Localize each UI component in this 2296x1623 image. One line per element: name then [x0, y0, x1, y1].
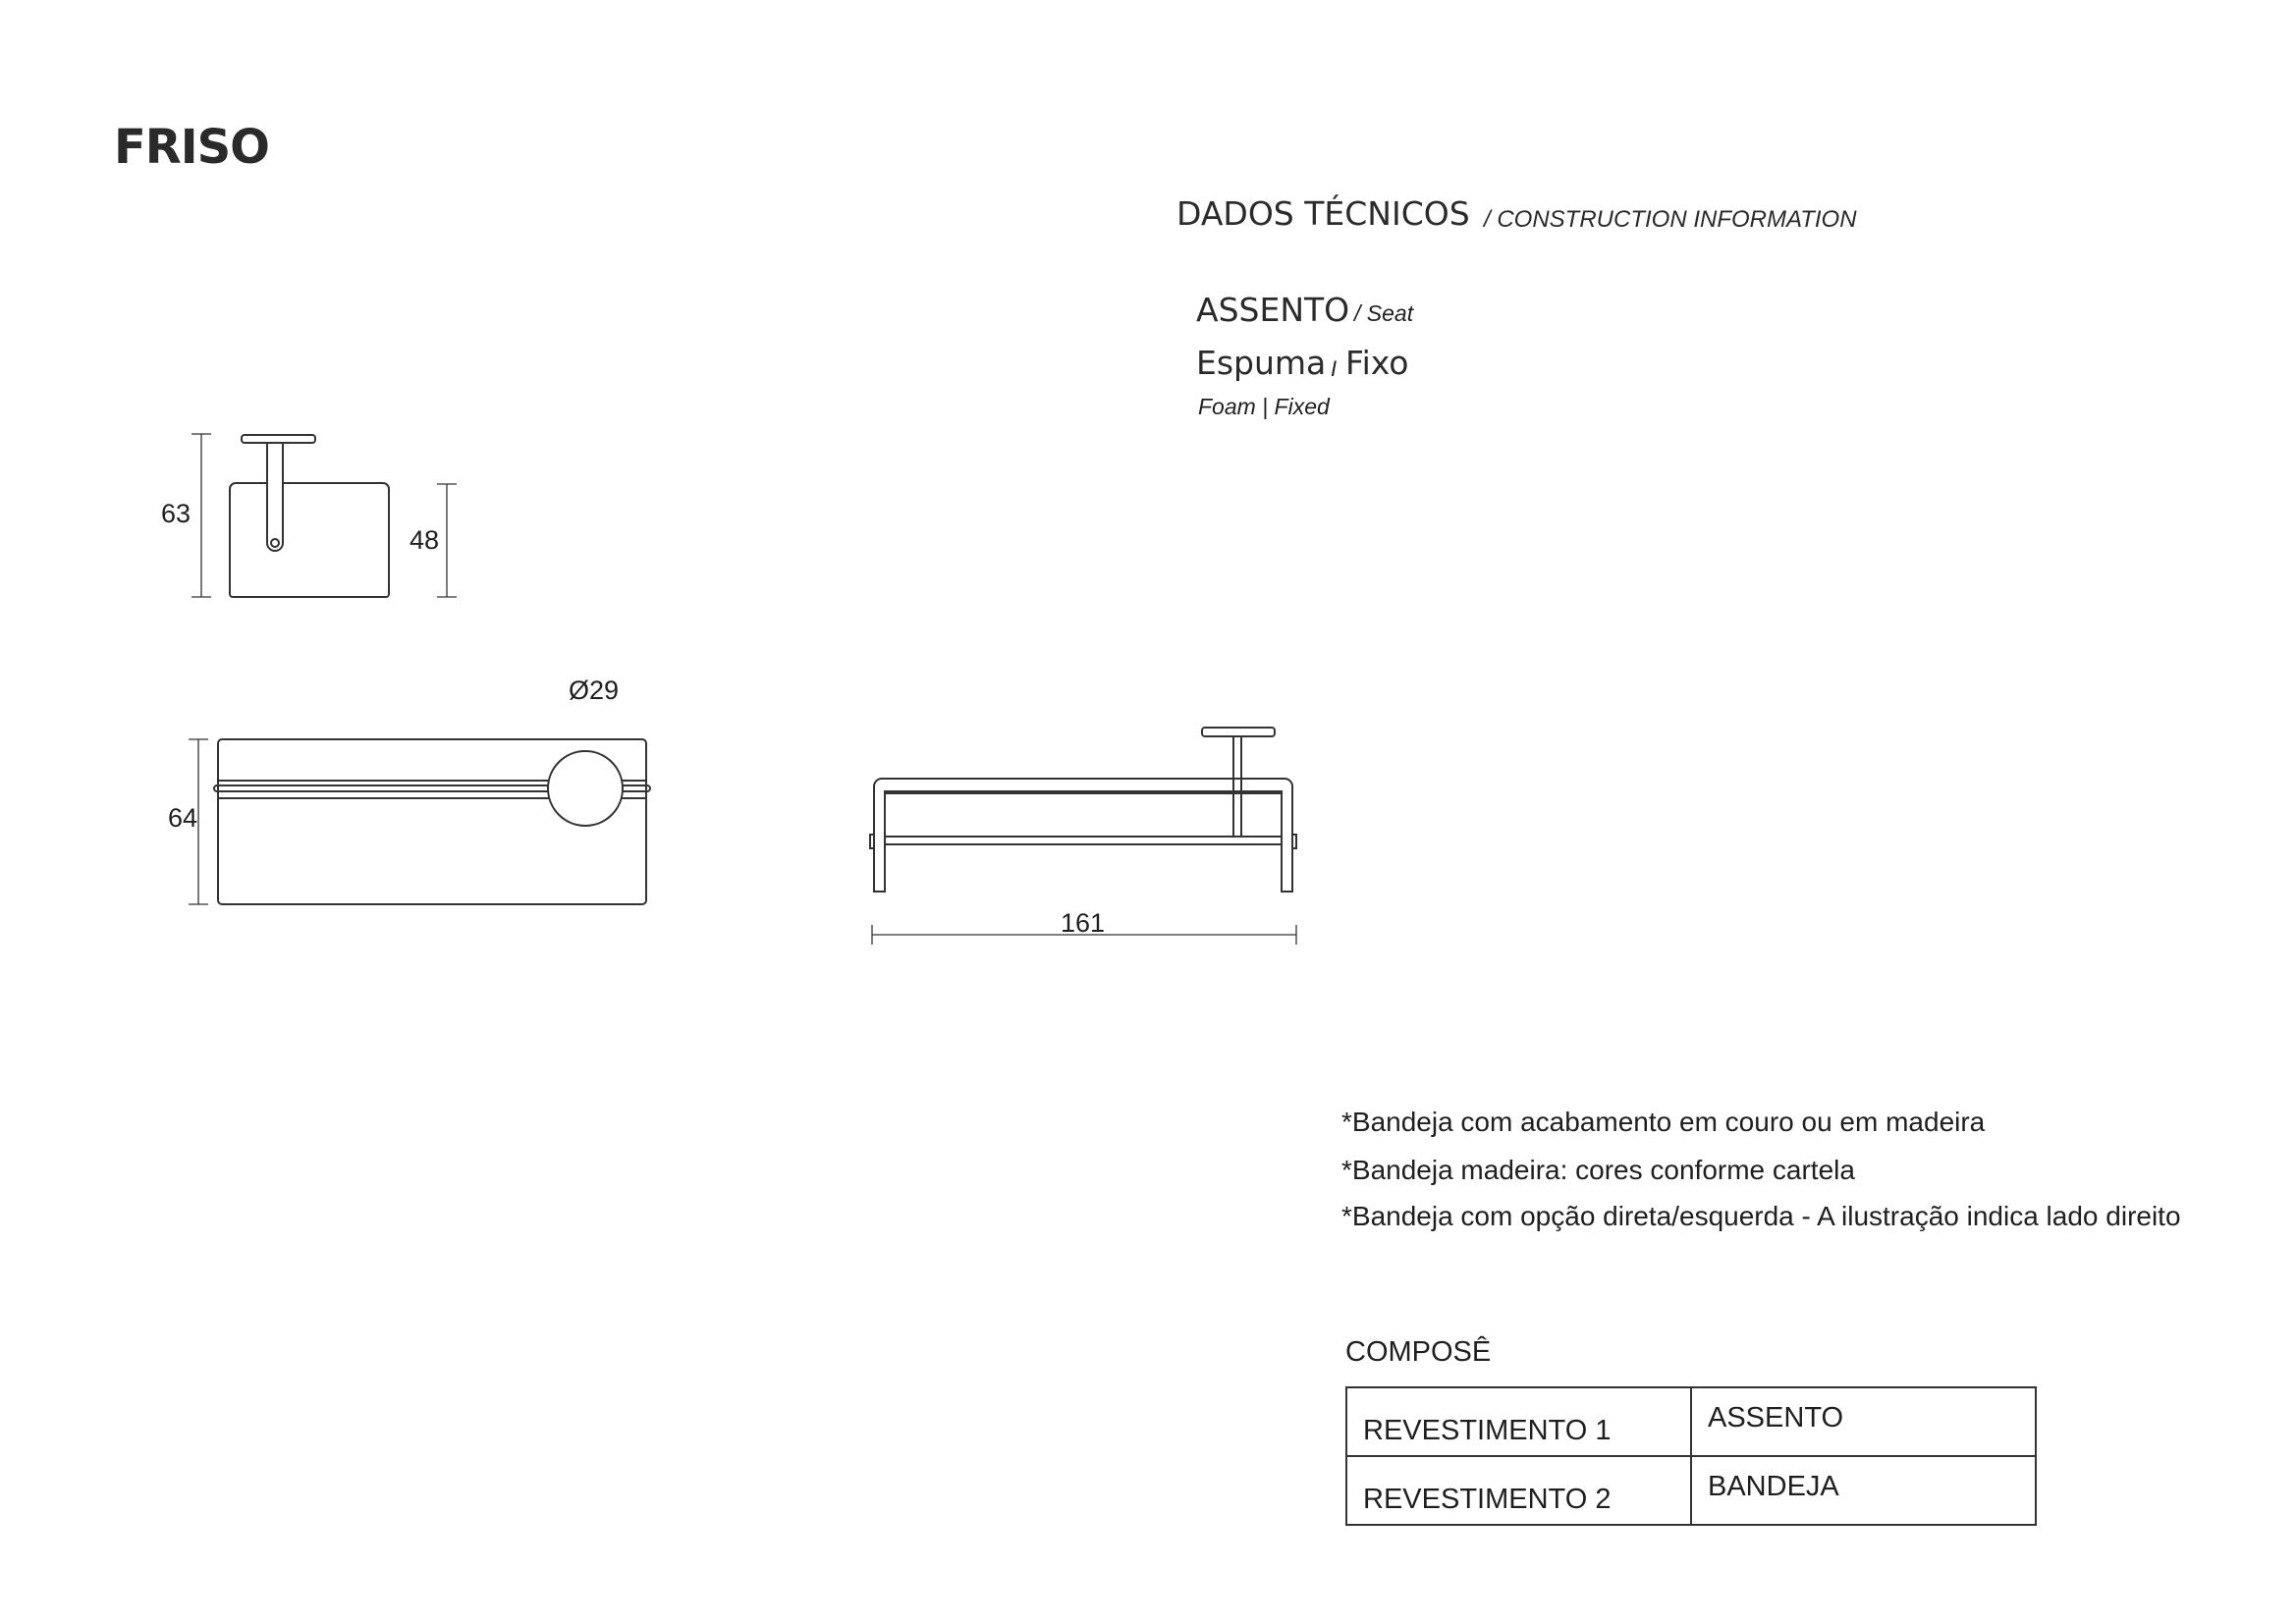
dimension-48-label: 48 — [410, 525, 440, 555]
composition-label: REVESTIMENTO 1 — [1346, 1387, 1691, 1456]
side-view-drawing — [191, 434, 457, 597]
composition-table — [1345, 1386, 2037, 1526]
seat-sublabel: / Seat — [1354, 300, 1414, 326]
technical-title: DADOS TÉCNICOS — [1176, 194, 1470, 233]
dimension-63-label: 63 — [161, 499, 191, 528]
composition-value: BANDEJA — [1691, 1456, 2036, 1525]
foam-fixed-english: Foam | Fixed — [1198, 394, 1330, 419]
product-title: FRISO — [114, 120, 269, 175]
fixed-label: Fixo — [1345, 344, 1409, 382]
top-view-drawing — [189, 739, 650, 904]
dimension-diameter-label: Ø29 — [569, 676, 620, 705]
note-wood-colors: *Bandeja madeira: cores conforme cartela — [1341, 1155, 1855, 1185]
table-row — [1346, 1387, 2036, 1456]
seat-label: ASSENTO — [1196, 291, 1350, 329]
dimension-line-48 — [437, 484, 457, 597]
dimension-64-label: 64 — [168, 803, 198, 833]
dimension-line-63 — [191, 434, 211, 597]
composition-label: REVESTIMENTO 2 — [1346, 1456, 1691, 1525]
note-finish: *Bandeja com acabamento em couro ou em madeira — [1341, 1107, 1986, 1137]
note-orientation: *Bandeja com opção direta/esquerda - A ilustração indica lado direito — [1341, 1201, 2181, 1231]
foam-separator: I — [1331, 356, 1338, 381]
composition-value: ASSENTO — [1691, 1387, 2036, 1456]
technical-subtitle: / CONSTRUCTION INFORMATION — [1484, 206, 1857, 233]
table-row — [1346, 1456, 2036, 1525]
composition-title: COMPOSÊ — [1345, 1336, 1492, 1368]
dimension-161-label: 161 — [1061, 908, 1106, 938]
foam-label: Espuma — [1196, 344, 1327, 382]
